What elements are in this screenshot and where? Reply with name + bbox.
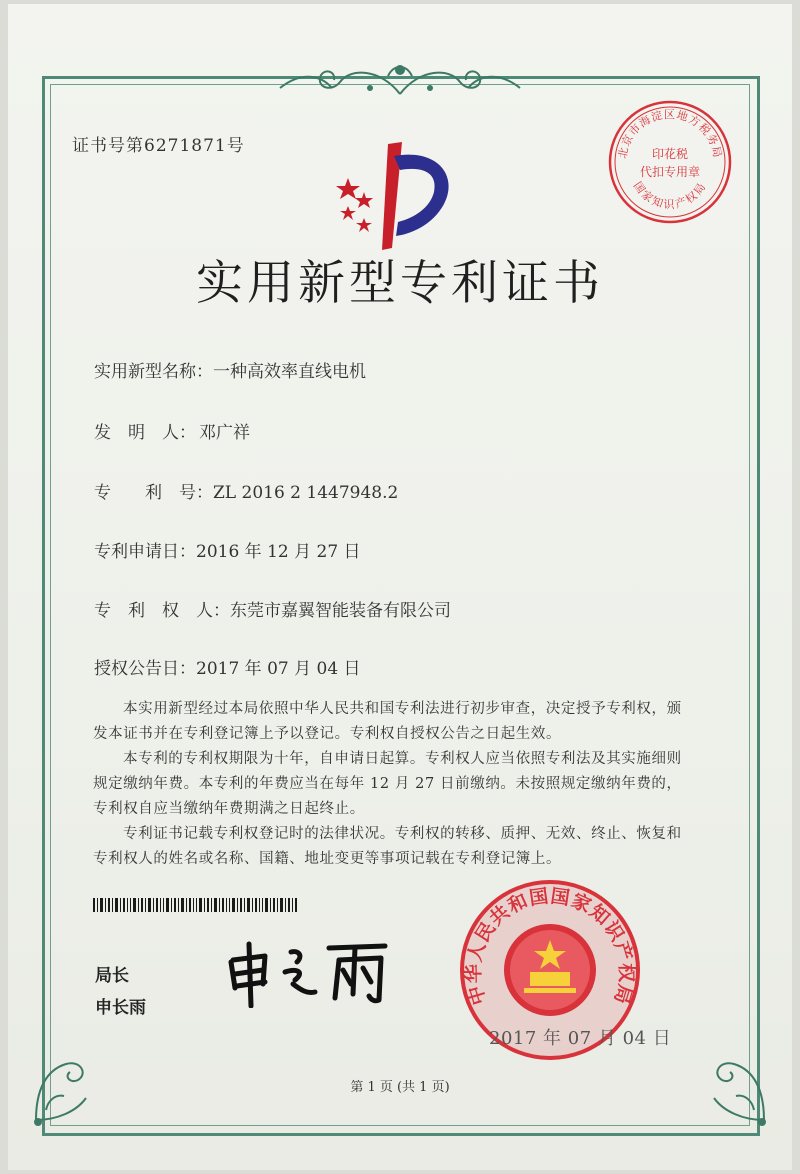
page-footer: 第 1 页 (共 1 页) <box>350 1080 450 1095</box>
director-name: 申长雨 <box>95 998 146 1018</box>
field-label: 专利申请日： <box>94 542 196 562</box>
field-label: 专 利 号： <box>94 483 213 503</box>
statement-paragraph: 本专利的专利权期限为十年，自申请日起算。专利权人应当依照专利法及其实施细则规定缴纳年费。本专利的年费应当在每年 12 月 27 日前缴纳。未按照规定缴纳年费的，专利权自应当缴纳年费期满之日起终止。 <box>93 750 682 817</box>
field-value: 邓广祥 <box>199 423 250 443</box>
field-value: 2017 年 07 月 04 日 <box>196 659 361 679</box>
statement-paragraph: 专利证书记载专利权登记时的法律状况。专利权的转移、质押、无效、终止、恢复和专利权人的姓名或名称、国籍、地址变更等事项记载在专利登记簿上。 <box>93 825 682 867</box>
svg-text:印花税: 印花税 <box>651 147 689 161</box>
field-label: 专 利 权 人： <box>94 601 230 621</box>
field-value: 东莞市嘉翼智能装备有限公司 <box>230 601 451 621</box>
certificate-number: 证书号第6271871号 <box>72 136 245 156</box>
field-label: 发 明 人： <box>94 423 196 443</box>
field-grant-date <box>94 654 361 679</box>
tax-stamp-seal-icon <box>604 96 736 228</box>
top-ornament-icon <box>270 58 530 100</box>
svg-text:中华人民共和国国家知识产权局: 中华人民共和国国家知识产权局 <box>462 885 638 1008</box>
director-role: 局长 <box>95 966 129 986</box>
field-utility-model-name <box>94 357 366 382</box>
field-label: 实用新型名称： <box>94 362 213 382</box>
barcode-icon <box>93 898 297 912</box>
field-value: ZL 2016 2 1447948.2 <box>213 483 399 503</box>
field-filing-date <box>94 537 361 562</box>
certificate-title: 实用新型专利证书 <box>196 256 604 311</box>
statement-paragraph: 本实用新型经过本局依照中华人民共和国专利法进行初步审查，决定授予专利权，颁发本证书并在专利登记簿上予以登记。专利权自授权公告之日起生效。 <box>93 700 682 742</box>
field-label: 授权公告日： <box>94 659 196 679</box>
field-inventor <box>94 418 250 443</box>
svg-text:代扣专用章: 代扣专用章 <box>639 165 701 179</box>
field-value: 2016 年 12 月 27 日 <box>196 542 361 562</box>
field-value: 一种高效率直线电机 <box>213 362 366 382</box>
director-signature <box>225 940 395 1008</box>
seal-date: 2017 年 07 月 04 日 <box>489 1028 672 1049</box>
cnipa-logo-icon <box>330 138 460 258</box>
field-patentee <box>94 596 451 621</box>
svg-text:北京市海淀区地方税务局: 北京市海淀区地方税务局 <box>615 108 725 160</box>
field-patent-number <box>94 478 398 503</box>
svg-text:国家知识产权局: 国家知识产权局 <box>630 179 710 211</box>
